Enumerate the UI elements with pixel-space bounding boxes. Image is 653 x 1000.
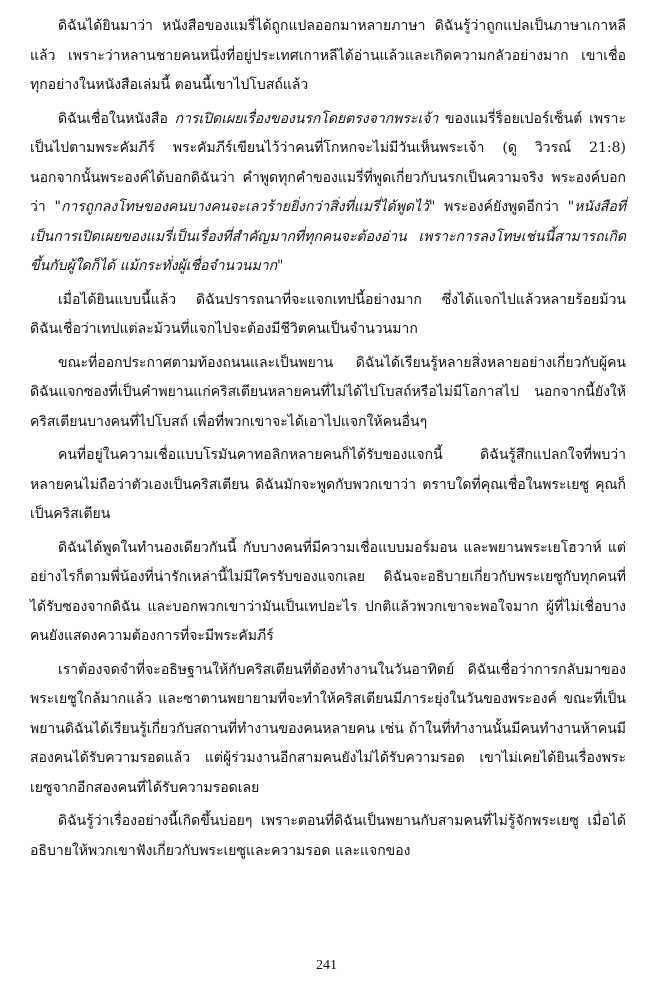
paragraph <box>30 656 626 804</box>
text-run: คนที่อยู่ในความเชื่อแบบโรมันคาทอลิกหลายคนก็ได้รับของแจกนี้ ดิฉันรู้สึกแปลกใจที่พบว่า หลายคนไม่ถือว่าตัวเองเป็นคริสเตียน ดิฉันมักจะพูดกับพวกเขาว่า ตราบใดที่คุณเชื่อในพระเยซู คุณก็เป็นคริสเตียน <box>30 447 626 522</box>
paragraph <box>30 441 626 530</box>
paragraph <box>30 105 626 282</box>
paragraph <box>30 807 626 866</box>
text-run: ขณะที่ออกประกาศตามท้องถนนและเป็นพยาน ดิฉันได้เรียนรู้หลายสิ่งหลายอย่างเกี่ยวกับผู้คน ดิฉันแจกซองที่เป็นคำพยานแก่คริสเตียนหลายคนที่ไม่ได้ไปโบสถ์หรือไม่มีโอกาสไป นอกจากนี้ยังให้คริสเตียนบางคนที่ไปโบสถ์ เพื่อที่พวกเขาจะได้เอาไปแจกให้คนอื่นๆ <box>30 354 626 430</box>
text-run: เมื่อได้ยินแบบนี้แล้ว ดิฉันปรารถนาที่จะแจกเทปนี้อย่างมาก ซึ่งได้แจกไปแล้วหลายร้อยม้วน ดิฉันเชื่อว่าเทปแต่ละม้วนที่แจกไปจะต้องมีชีวิตคนเป็นจำนวนมาก <box>30 291 626 337</box>
text-run: เราต้องจดจำที่จะอธิษฐานให้กับคริสเตียนที่ต้องทำงานในวันอาทิตย์ ดิฉันเชื่อว่าการกลับมาของพระเยซูใกล้มากแล้ว และซาตานพยายามที่จะทำให้คริสเตียนมีภาระยุ่งในวันของพระองค์ ขณะที่เป็นพยานดิฉันได้เรียนรู้เกี่ยวกับสถานที่ทำงานของคนหลายคน เช่น ถ้าในที่ทำงานนั้นมีคนทำงานห้าคนมีสองคนได้รับความรอดแล้ว แต่ผู้ร่วมงานอีกสามคนยังไม่ได้รับความรอด เขาไม่เคยได้ยินเรื่องพระเยซูจากอีกสองคนที่ได้รับความรอดเลย <box>30 661 626 796</box>
page-number: 241 <box>316 958 337 973</box>
paragraph <box>30 534 626 652</box>
text-run: ดิฉันเชื่อในหนังสือ <box>58 110 175 127</box>
paragraph <box>30 12 626 101</box>
text-run: พระองค์ยังพูดอีกว่า <box>435 199 568 215</box>
paragraph <box>30 349 626 438</box>
quotation: "การถูกลงโทษของคนบางคนจะเลวร้ายยิ่งกว่าสิ่งที่แมรี่ได้พูดไว้" <box>54 199 436 215</box>
paragraph <box>30 286 626 345</box>
text-run: ดิฉันรู้ว่าเรื่องอย่างนี้เกิดขึ้นบ่อยๆ เพราะตอนที่ดิฉันเป็นพยานกับสามคนที่ไม่รู้จักพระเยซู เมื่อได้อธิบายให้พวกเขาฟังเกี่ยวกับพระเยซูและความรอด และแจกของ <box>30 813 626 859</box>
text-run: ดิฉันได้ยินมาว่า หนังสือของแมรี่ได้ถูกแปลออกมาหลายภาษา ดิฉันรู้ว่าถูกแปลเป็นภาษาเกาหลีแล้ว เพราะว่าหลานชายคนหนึ่งที่อยู่ประเทศเกาหลีได้อ่านแล้วและเกิดความกลัวอย่างมาก เขาเชื่อทุกอย่างในหนังสือเล่มนี้ ตอนนี้เขาไปโบสถ์แล้ว <box>30 18 626 93</box>
quotation: "หนังสือที่เป็นการเปิดเผยของแมรี่เป็นเรื่องที่สำคัญมากที่ทุกคนจะต้องอ่าน เพราะการลงโทษเช่นนี้สามารถเกิดขึ้นกับผู้ใดก็ได้ แม้กระทั่งผู้เชื่อจำนวนมาก" <box>30 199 626 274</box>
book-title: การเปิดเผยเรื่องของนรกโดยตรงจากพระเจ้า <box>174 110 439 127</box>
text-run: ของแมรี่ร็อยเปอร์เซ็นต์ เพราะเป็นไปตามพระคัมภีร์ พระคัมภีร์เขียนไว้ว่าคนที่โกหกจะไม่มีวันเห็นพระเจ้า (ดู วิวรณ์ 21:8) นอกจากนั้นพระองค์ได้บอกดิฉันว่า คำพูดทุกคำของแมรี่ที่พูดเกี่ยวกับนรกเป็นความจริง พระองค์บอกว่า <box>30 110 626 215</box>
text-run: ดิฉันได้พูดในทำนองเดียวกันนี้ กับบางคนที่มีความเชื่อแบบมอร์มอน และพยานพระเยโฮวาห์ แต่อย่างไรก็ตามพี่น้องที่น่ารักเหล่านี้ไม่มีใครรับของแจกเลย ดิฉันจะอธิบายเกี่ยวกับพระเยซูกับทุกคนที่ได้รับซองจากดิฉัน และบอกพวกเขาว่ามันเป็นเทปอะไร ปกติแล้วพวกเขาจะพอใจมาก ผู้ที่ไม่เชื่อบางคนยังแสดงความต้องการที่จะมีพระคัมภีร์ <box>30 539 626 644</box>
body-text <box>30 12 626 870</box>
